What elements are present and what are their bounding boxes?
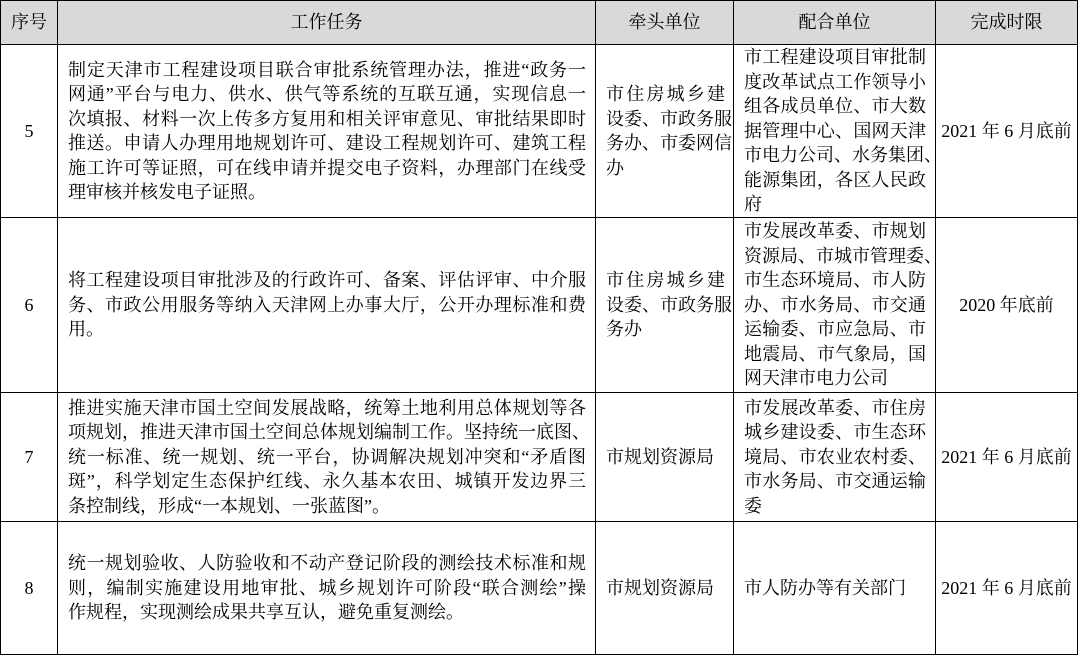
deadline-cell	[936, 393, 1078, 522]
header-index: 序号	[11, 12, 47, 33]
row-index-cell	[1, 218, 58, 393]
coop-unit-line: 市工程建设项目审批制	[744, 47, 926, 68]
coop-unit-line: 委	[744, 495, 762, 516]
task-line: 制定天津市工程建设项目联合审批系统管理办法，推进“政务一	[68, 59, 586, 80]
coop-unit-line: 城乡建设委、市生态环	[744, 422, 926, 443]
deadline-text: 2021 年 6 月底前	[941, 577, 1072, 598]
task-line: 斑”，科学划定生态保护红线、永久基本农田、城镇开发边界三	[68, 471, 586, 492]
deadline-text: 2021 年 6 月底前	[941, 120, 1072, 141]
task-cell	[58, 522, 596, 655]
deadline-cell	[936, 45, 1078, 218]
coop-unit-line: 办、市水务局、市交通	[744, 294, 926, 315]
coop-unit-cell	[734, 522, 936, 655]
task-line: 将工程建设项目审批涉及的行政许可、备案、评估评审、中介服	[68, 270, 586, 291]
lead-unit-line: 设委、市政务服	[606, 294, 732, 315]
lead-unit-line: 市规划资源局	[606, 446, 714, 467]
row-index-cell	[1, 45, 58, 218]
deadline-text: 2021 年 6 月底前	[941, 446, 1072, 467]
row-index: 5	[24, 120, 34, 141]
coop-unit-line: 度改革试点工作领导小	[744, 71, 926, 92]
row-index: 6	[24, 294, 34, 315]
task-cell	[58, 393, 596, 522]
deadline-cell	[936, 218, 1078, 393]
coop-unit-cell	[734, 45, 942, 218]
coop-unit-line: 资源局、市城市管理委、	[744, 245, 942, 266]
lead-unit-line: 办	[606, 157, 624, 178]
task-line: 推进实施天津市国土空间发展战略，统筹土地利用总体规划等各	[68, 397, 586, 418]
coop-unit-line: 市生态环境局、市人防	[744, 270, 926, 291]
lead-unit-cell	[596, 45, 734, 218]
header-coop-unit-cell	[734, 1, 936, 45]
lead-unit-cell	[596, 218, 734, 393]
coop-unit-line: 组各成员单位、市大数	[744, 96, 926, 117]
coop-unit-line: 能源集团，各区人民政	[744, 169, 926, 190]
task-line: 统一标准、统一规划、统一平台，协调解决规划冲突和“矛盾图	[68, 446, 586, 467]
lead-unit-line: 市住房城乡建	[606, 270, 725, 291]
deadline-text: 2020 年底前	[959, 294, 1054, 315]
lead-unit-line: 市住房城乡建	[606, 84, 725, 104]
deadline-cell	[936, 522, 1078, 655]
task-line: 则，编制实施建设用地审批、城乡规划许可阶段“联合测绘”操	[68, 577, 586, 598]
lead-unit-line: 市规划资源局	[606, 577, 714, 598]
lead-unit-cell	[596, 522, 734, 655]
coop-unit-cell	[734, 218, 942, 393]
coop-unit-line: 据管理中心、国网天津	[744, 120, 926, 141]
task-line: 推送。申请人办理用地规划许可、建设工程规划许可、建筑工程	[68, 133, 586, 153]
coop-unit-line: 市人防办等有关部门	[744, 577, 906, 598]
header-deadline: 完成时限	[970, 12, 1043, 33]
coop-unit-cell	[734, 393, 936, 522]
header-index-cell	[1, 1, 58, 45]
row-index-cell	[1, 393, 58, 522]
row-index: 7	[24, 446, 34, 467]
header-lead-unit-cell	[596, 1, 734, 45]
task-line: 次填报、材料一次上传多方复用和相关评审意见、审批结果即时	[68, 108, 586, 129]
coop-unit-line: 地震局、市气象局，国	[744, 343, 926, 364]
task-line: 务、市政公用服务等纳入天津网上办事大厅，公开办理标准和费	[68, 294, 586, 315]
task-cell	[58, 45, 596, 218]
lead-unit-line: 务办	[606, 319, 642, 340]
coop-unit-line: 境局、市农业农村委、	[744, 446, 926, 467]
coop-unit-line: 府	[744, 194, 762, 215]
coop-unit-line: 运输委、市应急局、市	[744, 319, 926, 340]
task-line: 用。	[68, 319, 104, 340]
task-cell	[58, 218, 596, 393]
header-deadline-cell	[936, 1, 1078, 45]
coop-unit-line: 市电力公司、水务集团、	[744, 145, 942, 166]
task-line: 统一规划验收、人防验收和不动产登记阶段的测绘技术标准和规	[68, 553, 586, 574]
lead-unit-line: 务办、市委网信	[606, 133, 732, 153]
task-line: 作规程，实现测绘成果共享互认，避免重复测绘。	[68, 602, 464, 623]
coop-unit-line: 市发展改革委、市规划	[744, 221, 926, 242]
coop-unit-line: 市水务局、市交通运输	[744, 471, 926, 492]
lead-unit-line: 设委、市政务服	[606, 108, 732, 129]
task-line: 施工许可等证照，可在线申请并提交电子资料，办理部门在线受	[68, 157, 586, 178]
header-task: 工作任务	[290, 12, 363, 33]
task-line: 条控制线，形成“一本规划、一张蓝图”。	[68, 495, 390, 516]
task-line: 理审核并核发电子证照。	[68, 182, 266, 202]
row-index-cell	[1, 522, 58, 655]
task-line: 网通”平台与电力、供水、供气等系统的互联互通，实现信息一	[68, 84, 586, 104]
header-coop-unit: 配合单位	[798, 12, 871, 33]
coop-unit-line: 网天津市电力公司	[744, 368, 888, 389]
row-index: 8	[24, 577, 34, 598]
coop-unit-line: 市发展改革委、市住房	[744, 397, 926, 418]
lead-unit-cell	[596, 393, 734, 522]
header-lead-unit: 牵头单位	[628, 12, 701, 33]
header-task-cell	[58, 1, 596, 45]
task-line: 项规划，推进天津市国土空间总体规划编制工作。坚持统一底图、	[68, 422, 590, 443]
